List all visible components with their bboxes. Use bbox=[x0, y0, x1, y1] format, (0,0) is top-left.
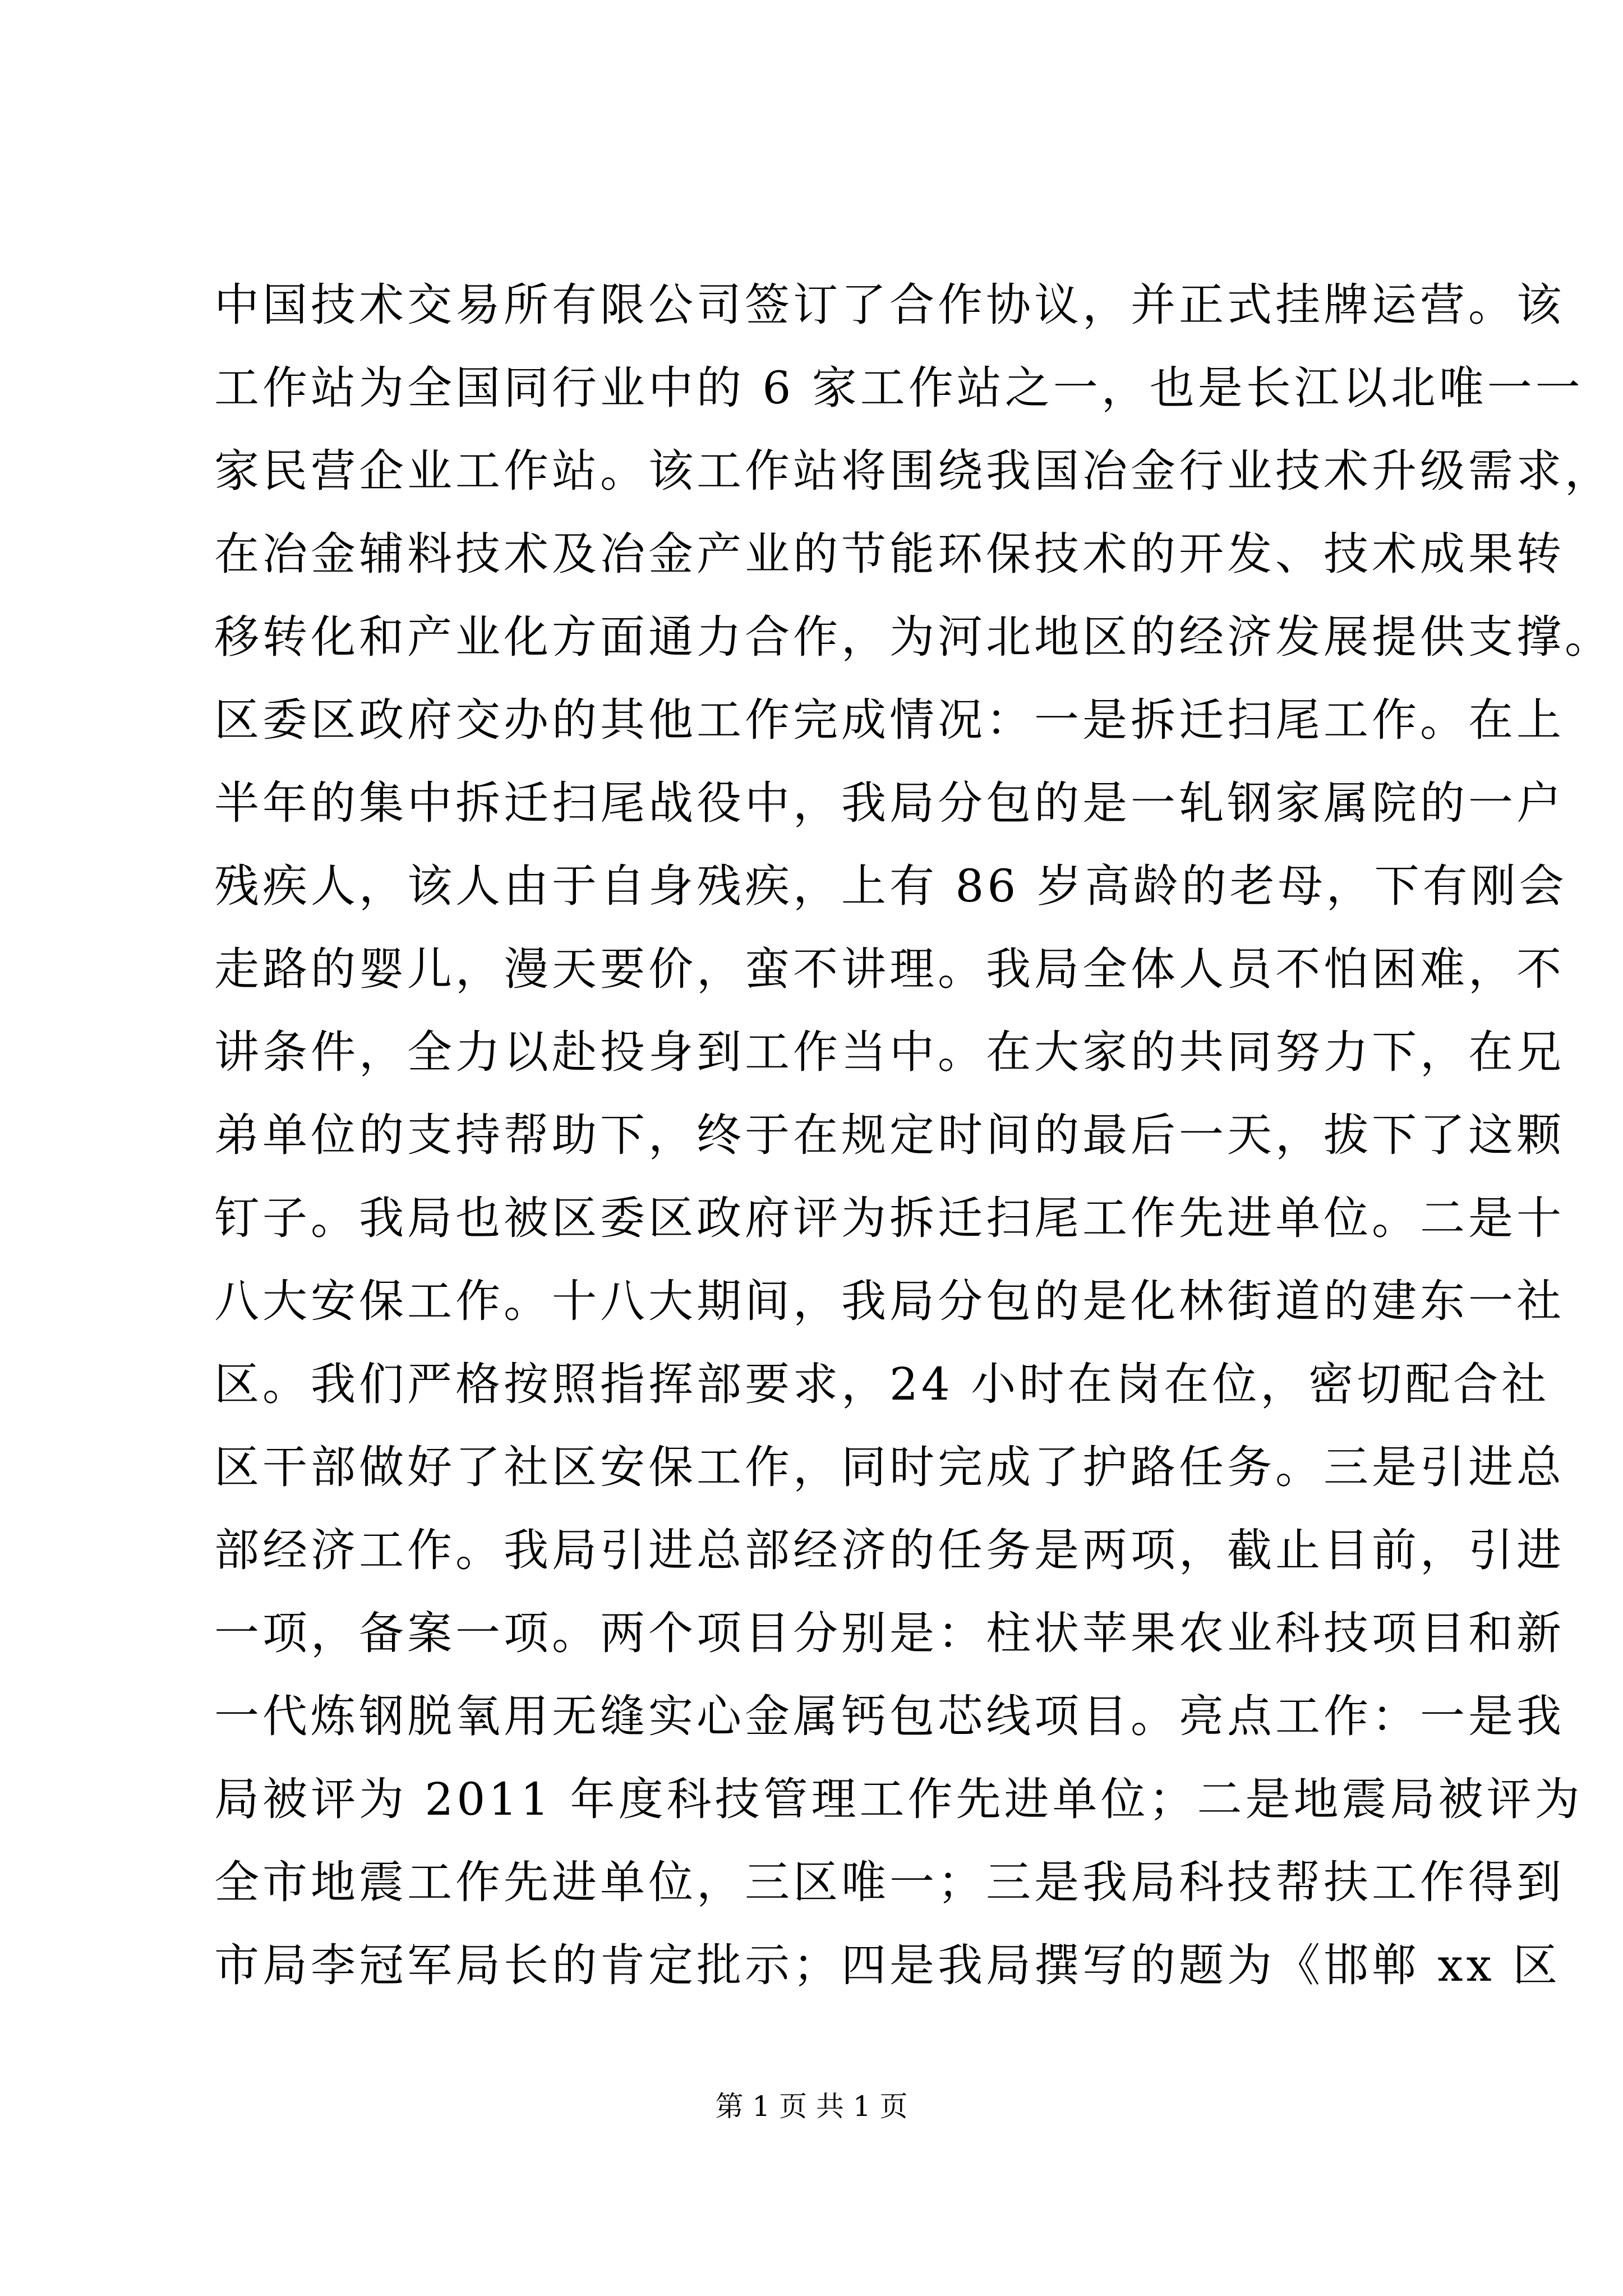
text-line: 残疾人，该人由于自身残疾，上有 86 岁高龄的老母，下有刚会 bbox=[214, 860, 1567, 912]
text-line: 走路的婴儿，漫天要价，蛮不讲理。我局全体人员不怕困难，不 bbox=[214, 943, 1565, 995]
text-line: 中国技术交易所有限公司签订了合作协议，并正式挂牌运营。该 bbox=[214, 279, 1565, 331]
text-line: 部经济工作。我局引进总部经济的任务是两项，截止目前，引进 bbox=[214, 1524, 1565, 1576]
body-text bbox=[214, 264, 1613, 2007]
text-line: 在冶金辅料技术及冶金产业的节能环保技术的开发、技术成果转 bbox=[214, 528, 1565, 580]
text-line: 八大安保工作。十八大期间，我局分包的是化林街道的建东一社 bbox=[214, 1275, 1565, 1327]
page-footer: 第 1 页 共 1 页 bbox=[715, 2090, 908, 2123]
text-line: 讲条件，全力以赴投身到工作当中。在大家的共同努力下，在兄 bbox=[214, 1026, 1565, 1078]
text-line: 一代炼钢脱氧用无缝实心金属钙包芯线项目。亮点工作：一是我 bbox=[214, 1690, 1565, 1742]
text-line: 区。我们严格按照指挥部要求，24 小时在岗在位，密切配合社 bbox=[214, 1358, 1550, 1410]
text-line: 钉子。我局也被区委区政府评为拆迁扫尾工作先进单位。二是十 bbox=[214, 1192, 1565, 1244]
text-line: 移转化和产业化方面通力合作，为河北地区的经济发展提供支撑。 bbox=[214, 611, 1613, 663]
text-line: 区委区政府交办的其他工作完成情况：一是拆迁扫尾工作。在上 bbox=[214, 694, 1565, 746]
text-line: 全市地震工作先进单位，三区唯一；三是我局科技帮扶工作得到 bbox=[214, 1856, 1565, 1908]
text-line: 市局李冠军局长的肯定批示；四是我局撰写的题为《邯郸 xx 区 bbox=[214, 1939, 1561, 1991]
text-line: 半年的集中拆迁扫尾战役中，我局分包的是一轧钢家属院的一户 bbox=[214, 777, 1565, 829]
text-line: 局被评为 2011 年度科技管理工作先进单位；二是地震局被评为 bbox=[214, 1773, 1583, 1825]
text-line: 弟单位的支持帮助下，终于在规定时间的最后一天，拔下了这颗 bbox=[214, 1109, 1565, 1161]
text-line: 一项，备案一项。两个项目分别是：柱状苹果农业科技项目和新 bbox=[214, 1607, 1565, 1659]
text-line: 工作站为全国同行业中的 6 家工作站之一，也是长江以北唯一一 bbox=[214, 362, 1584, 414]
text-line: 家民营企业工作站。该工作站将围绕我国冶金行业技术升级需求， bbox=[214, 445, 1613, 497]
text-line: 区干部做好了社区安保工作，同时完成了护路任务。三是引进总 bbox=[214, 1441, 1565, 1493]
